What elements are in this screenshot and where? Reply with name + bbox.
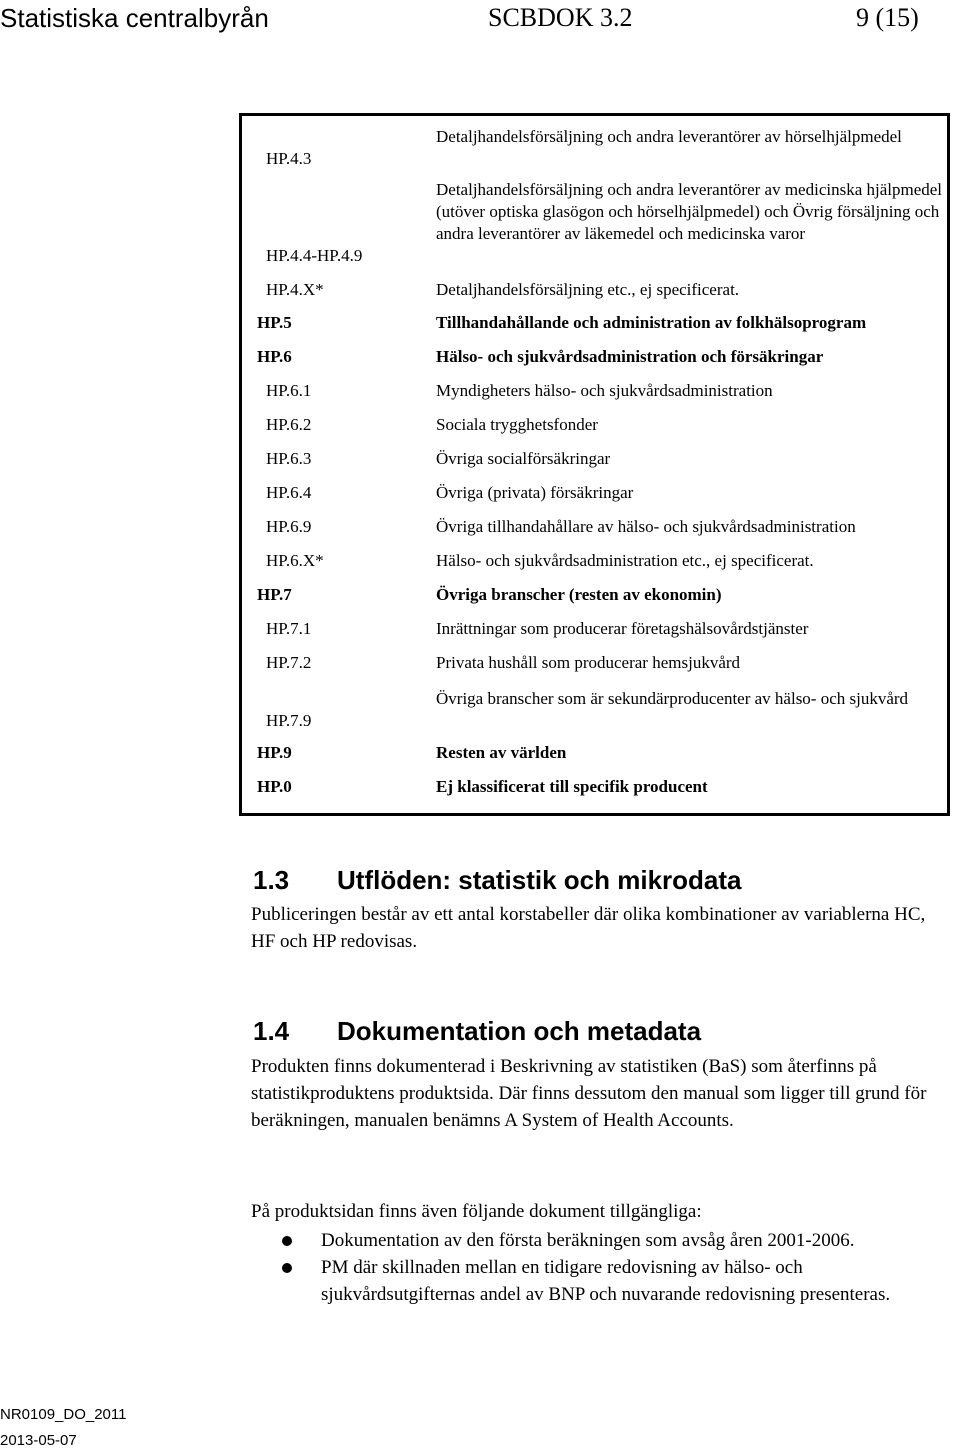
row-description: Tillhandahållande och administration av folkhälsoprogram [436, 313, 867, 332]
row-code: HP.6.X* [266, 551, 324, 570]
row-description: Hälso- och sjukvårdsadministration etc., ej specificerat. [436, 551, 814, 570]
row-description: Övriga branscher (resten av ekonomin) [436, 585, 722, 604]
row-code: HP.9 [257, 743, 292, 762]
section-1-3-body: Publiceringen består av ett antal korstabeller där olika kombinationer av variablerna HC, HF och HP redovisas. [251, 904, 926, 952]
bullet-icon [282, 1263, 292, 1273]
row-code: HP.4.X* [266, 280, 324, 299]
row-description: Inrättningar som producerar företagshälsovårdstjänster [436, 619, 809, 638]
row-code: HP.7 [257, 585, 292, 604]
row-code: HP.6.9 [266, 517, 312, 536]
section-title: Utflöden: statistik och mikrodata [337, 865, 742, 895]
list-item-text: Dokumentation av den första beräkningen som avsåg åren 2001-2006. [321, 1230, 855, 1251]
row-code: HP.7.1 [266, 619, 312, 638]
row-description: Resten av världen [436, 743, 567, 762]
row-description: Hälso- och sjukvårdsadministration och försäkringar [436, 347, 824, 366]
header-org: Statistiska centralbyrån [0, 3, 269, 33]
row-code: HP.4.3 [266, 149, 312, 168]
row-description: Privata hushåll som producerar hemsjukvård [436, 653, 741, 672]
footer-code: NR0109_DO_2011 [0, 1406, 127, 1423]
header-page-number: 9 (15) [856, 3, 919, 32]
section-1-4-body: Produkten finns dokumenterad i Beskrivning av statistiken (BaS) som återfinns på statistikproduktens produktsida. Där finns dessutom den manual som ligger till grund för beräkningen, manualen benämns A System of Health Accounts. [251, 1056, 927, 1131]
list-item [251, 1254, 931, 1308]
row-code: HP.4.4-HP.4.9 [266, 246, 363, 265]
row-description: Övriga branscher som är sekundärproducenter av hälso- och sjukvård [436, 689, 909, 708]
row-description: Myndigheters hälso- och sjukvårdsadministration [436, 381, 773, 400]
row-description: Detaljhandelsförsäljning och andra leverantörer av hörselhjälpmedel [436, 127, 902, 146]
bullet-icon [282, 1236, 292, 1246]
header-doc-id: SCBDOK 3.2 [488, 3, 633, 32]
row-description: Sociala trygghetsfonder [436, 415, 598, 434]
row-code: HP.7.2 [266, 653, 312, 672]
section-heading-1-4 [253, 1015, 701, 1047]
row-code: HP.6.3 [266, 449, 312, 468]
row-code: HP.7.9 [266, 711, 312, 730]
row-description: Detaljhandelsförsäljning etc., ej specificerat. [436, 280, 740, 299]
row-description: Övriga socialförsäkringar [436, 449, 611, 468]
list-item [251, 1227, 931, 1254]
section-heading-1-3 [253, 864, 742, 896]
classification-table [239, 113, 950, 816]
section-title: Dokumentation och metadata [337, 1016, 702, 1046]
row-description: Övriga tillhandahållare av hälso- och sjukvårdsadministration [436, 517, 856, 536]
row-code: HP.6.1 [266, 381, 312, 400]
row-code: HP.0 [257, 777, 292, 796]
row-description: Ej klassificerat till specifik producent [436, 777, 708, 796]
list-item-text: PM där skillnaden mellan en tidigare redovisning av hälso- och sjukvårdsutgifternas andel av BNP och nuvarande redovisning presenteras. [321, 1257, 891, 1305]
section-number: 1.3 [253, 865, 290, 895]
row-description: Detaljhandelsförsäljning och andra leverantörer av medicinska hjälpmedel (utöver optiska glasögon och hörselhjälpmedel) och Övrig försäljning och andra leverantörer av läkemedel och medicinska varor [436, 180, 943, 243]
section-1-4-intro: På produktsidan finns även följande dokument tillgängliga: [251, 1201, 702, 1222]
section-number: 1.4 [253, 1016, 290, 1046]
row-code: HP.6.4 [266, 483, 312, 502]
row-code: HP.6 [257, 347, 292, 366]
footer-date: 2013-05-07 [0, 1432, 77, 1449]
row-description: Övriga (privata) försäkringar [436, 483, 634, 502]
row-code: HP.6.2 [266, 415, 312, 434]
row-code: HP.5 [257, 313, 292, 332]
document-list [251, 1227, 931, 1308]
